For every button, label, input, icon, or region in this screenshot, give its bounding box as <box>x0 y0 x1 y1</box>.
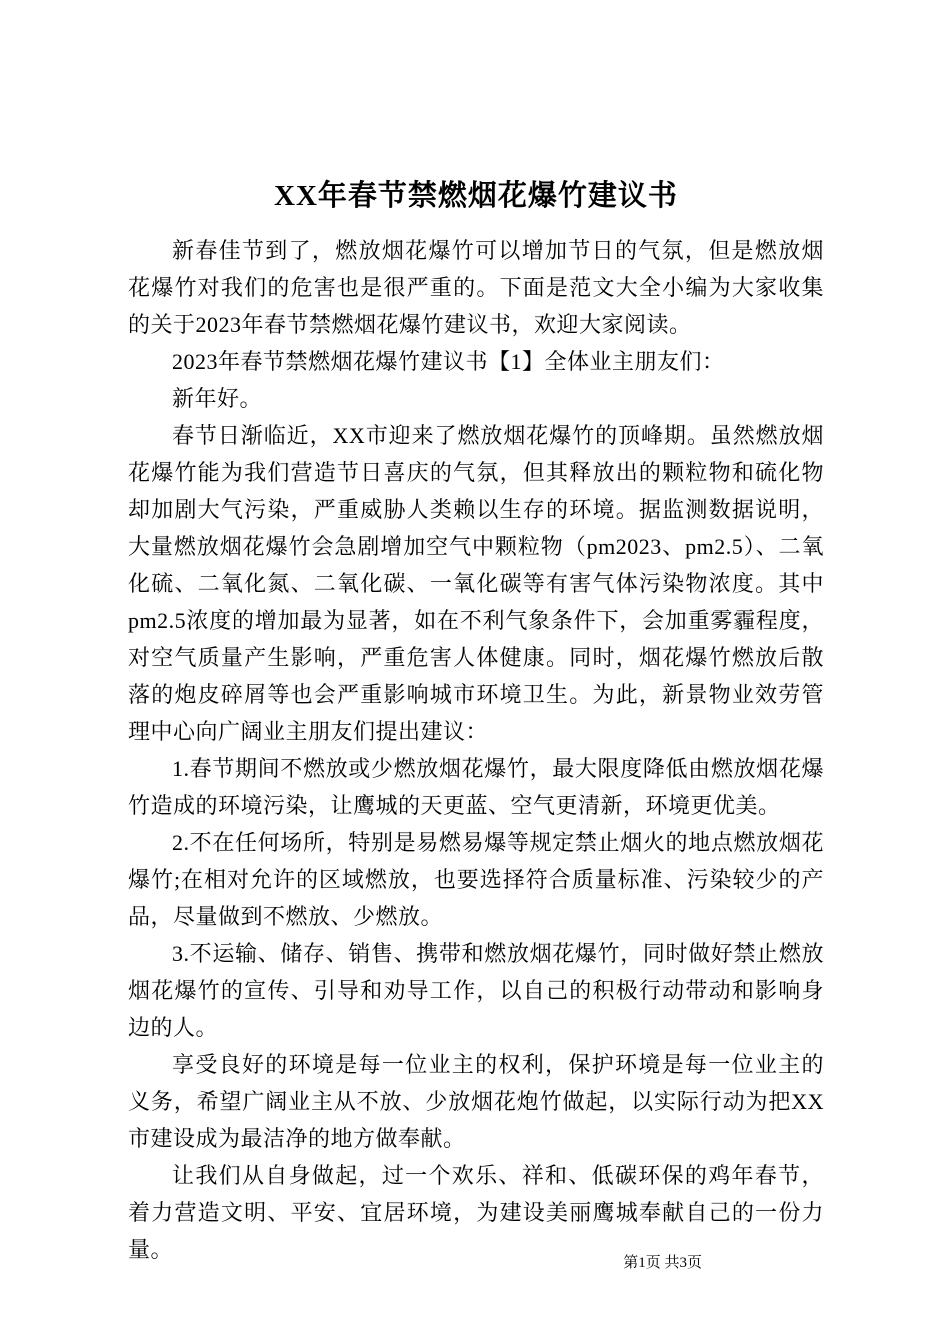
paragraph: 1.春节期间不燃放或少燃放烟花爆竹，最大限度降低由燃放烟花爆竹造成的环境污染，让鹰城的天更蓝、空气更清新，环境更优美。 <box>128 755 824 818</box>
document-title: XX年春节禁燃烟花爆竹建议书 <box>274 180 678 212</box>
paragraph: 春节日渐临近，XX市迎来了燃放烟花爆竹的顶峰期。虽然燃放烟花爆竹能为我们营造节日喜庆的气氛，但其释放出的颗粒物和硫化物却加剧大气污染，严重威胁人类赖以生存的环境。据监测数据说明，大量燃放烟花爆竹会急剧增加空气中颗粒物（pm2023、pm2.5）、二氧化硫、二氧化氮、二氧化碳、一氧化碳等有害气体污染物浓度。其中pm2.5浓度的增加最为显著，如在不利气象条件下，会加重雾霾程度，对空气质量产生影响，严重危害人体健康。同时，烟花爆竹燃放后散落的炮皮碎屑等也会严重影响城市环境卫生。为此，新景物业效劳管理中心向广阔业主朋友们提出建议： <box>128 422 824 744</box>
paragraph: 3.不运输、储存、销售、携带和燃放烟花爆竹，同时做好禁止燃放烟花爆竹的宣传、引导和劝导工作，以自己的积极行动带动和影响身边的人。 <box>128 940 824 1040</box>
paragraph: 2023年春节禁燃烟花爆竹建议书【1】全体业主朋友们： <box>172 348 725 374</box>
paragraph: 新春佳节到了，燃放烟花爆竹可以增加节日的气氛，但是燃放烟花爆竹对我们的危害也是很严重的。下面是范文大全小编为大家收集的关于2023年春节禁燃烟花爆竹建议书，欢迎大家阅读。 <box>128 237 824 337</box>
paragraph: 让我们从自身做起，过一个欢乐、祥和、低碳环保的鸡年春节，着力营造文明、平安、宜居环境，为建设美丽鹰城奉献自己的一份力量。 <box>128 1162 824 1262</box>
page-number-indicator: 第1页 共3页 <box>623 1255 702 1271</box>
document-body <box>128 232 824 1268</box>
paragraph: 新年好。 <box>172 385 263 411</box>
paragraph: 享受良好的环境是每一位业主的权利，保护环境是每一位业主的义务，希望广阔业主从不放、少放烟花炮竹做起，以实际行动为把XX市建设成为最洁净的地方做奉献。 <box>128 1051 824 1151</box>
paragraph: 2.不在任何场所，特别是易燃易爆等规定禁止烟火的地点燃放烟花爆竹;在相对允许的区域燃放，也要选择符合质量标准、污染较少的产品，尽量做到不燃放、少燃放。 <box>128 829 824 929</box>
